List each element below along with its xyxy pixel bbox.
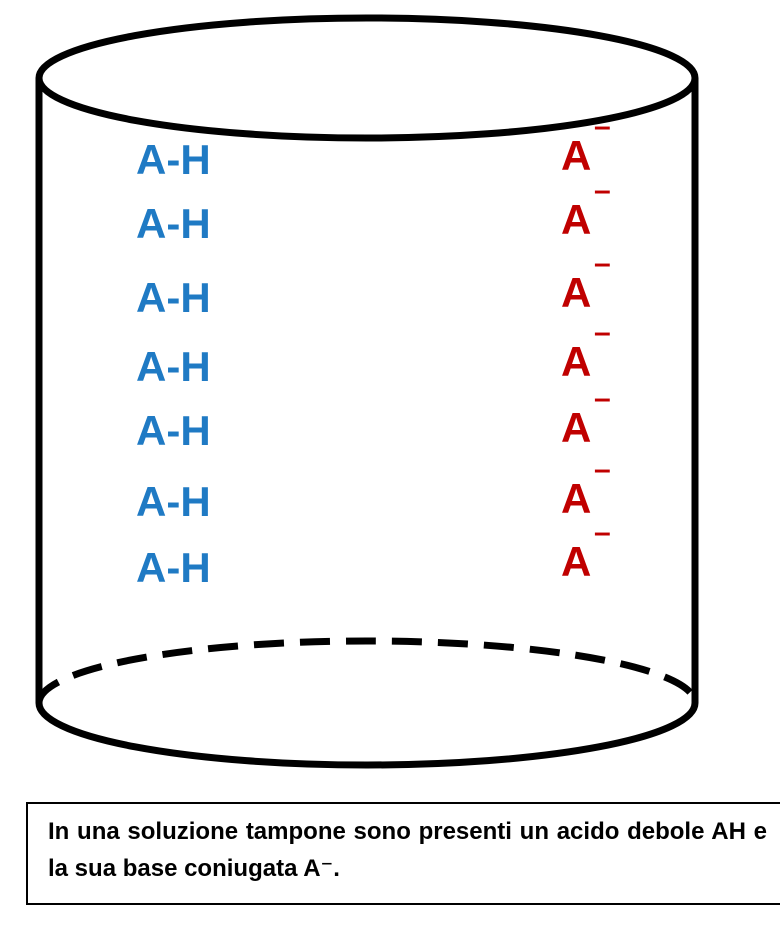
acid-molecule-label: A-H [136,274,211,321]
base-ion-label: A [561,269,592,316]
conjugate-base-ions [561,110,611,585]
negative-charge-sign: – [594,247,611,280]
negative-charge-sign: – [594,382,611,415]
base-ion-label: A [561,404,592,451]
acid-molecule-label: A-H [136,343,211,390]
base-ion-label: A [561,538,592,585]
negative-charge-sign: – [594,174,611,207]
acid-molecule-label: A-H [136,544,211,591]
acid-molecule-label: A-H [136,200,211,247]
negative-charge-sign: – [594,453,611,486]
base-ion-label: A [561,475,592,522]
caption-box [26,802,780,905]
negative-charge-sign: – [594,316,611,349]
base-ion-label: A [561,338,592,385]
acid-molecules [136,136,211,591]
base-ion-label: A [561,132,592,179]
beaker-bottom-back-edge [39,641,695,703]
acid-molecule-label: A-H [136,478,211,525]
negative-charge-sign: – [594,516,611,549]
base-ion-label: A [561,196,592,243]
caption-text: In una soluzione tampone sono presenti un acido debole AH e la sua base coniugata A⁻. [48,818,767,882]
negative-charge-sign: – [594,110,611,143]
beaker-bottom-front-edge [39,703,695,765]
acid-molecule-label: A-H [136,407,211,454]
acid-molecule-label: A-H [136,136,211,183]
